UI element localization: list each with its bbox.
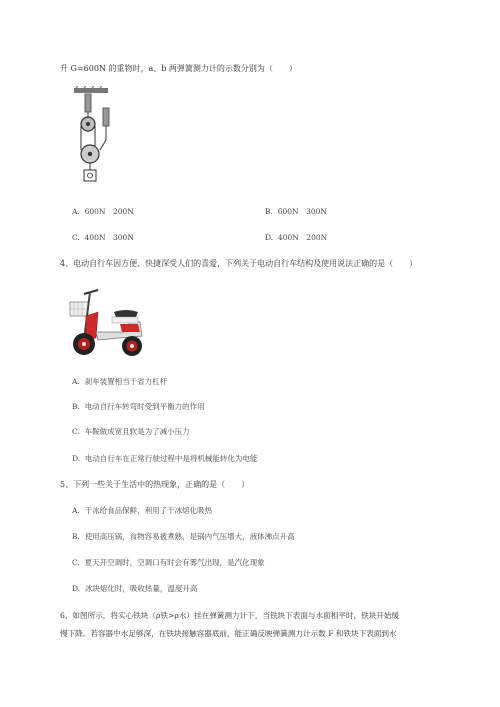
q5-option-c[interactable] (72, 557, 265, 568)
q3-option-c[interactable] (72, 232, 134, 243)
electric-bike-figure (68, 282, 150, 362)
option-label: A. (72, 506, 80, 515)
q4-option-d[interactable] (72, 453, 257, 464)
q3-option-b[interactable] (265, 206, 327, 217)
weight-block (84, 170, 96, 181)
pulley-figure (70, 86, 130, 186)
option-label: D. (72, 584, 81, 593)
q4-option-c[interactable] (72, 426, 190, 437)
handlebar (84, 290, 98, 294)
option-text: 车鞍做成宽且软是为了减小压力 (84, 427, 190, 436)
q3-option-d[interactable] (265, 232, 327, 243)
option-label: B. (265, 207, 273, 216)
q5-stem: 5、下列一些关于生活中的热现象，正确的是（ ） (60, 480, 250, 489)
option-text: 使用高压锅，食物容易被煮熟，是锅内气压增大，液体沸点升高 (84, 532, 295, 541)
option-label: A. (72, 377, 80, 386)
q3-stem-tail: 升 G=600N 的重物时，a、b 两弹簧测力计的示数分别为（ ） (60, 64, 297, 73)
q4-stem: 4、电动自行车因方便、快捷深受人们的喜爱，下列关于电动自行车结构及使用说法正确的是（ ） (60, 259, 418, 268)
option-text: 夏天开空调时，空调口有时会有雾气出现，是汽化现象 (84, 558, 265, 567)
option-text: 干冰给食品保鲜，利用了干冰熔化吸热 (84, 506, 213, 515)
q4-option-b[interactable] (72, 401, 205, 412)
q4-option-a[interactable] (72, 376, 167, 387)
q5-option-a[interactable] (72, 505, 212, 516)
option-label: C. (72, 233, 80, 242)
option-label: B. (72, 402, 80, 411)
option-text: 600N 200N (84, 207, 134, 216)
option-text: 600N 300N (277, 207, 327, 216)
option-text: 冰块熔化时，吸收热量，温度升高 (84, 584, 198, 593)
option-text: 刹车装置相当于省力杠杆 (84, 377, 168, 386)
spring-scale-a (85, 94, 91, 112)
spring-scale-b (103, 108, 109, 126)
q5-option-d[interactable] (72, 583, 197, 594)
option-text: 电动自行车在正常行驶过程中是将机械能转化为电能 (84, 454, 258, 463)
q6-stem-line-1: 6、如图所示，将实心铁块（ρ铁>ρ水）挂在弹簧测力计下，当铁块下表面与水面相平时，铁块开始缓 (60, 611, 400, 620)
ceiling-bar (74, 88, 108, 93)
seat (114, 310, 138, 317)
q6-stem-line-2: 慢下降。若容器中水足够深，在铁块接触容器底前，能正确反映弹簧测力计示数 F 和铁块下表面到水 (60, 629, 397, 638)
option-text: 电动自行车转弯时受到平衡力的作用 (84, 402, 205, 411)
q5-option-b[interactable] (72, 531, 295, 542)
option-text: 400N 300N (84, 233, 134, 242)
option-label: C. (72, 558, 80, 567)
option-label: D. (265, 233, 274, 242)
option-label: B. (72, 532, 80, 541)
q3-option-a[interactable] (72, 206, 134, 217)
option-label: C. (72, 427, 80, 436)
option-label: A. (72, 207, 80, 216)
option-text: 400N 200N (277, 233, 328, 242)
option-label: D. (72, 454, 81, 463)
